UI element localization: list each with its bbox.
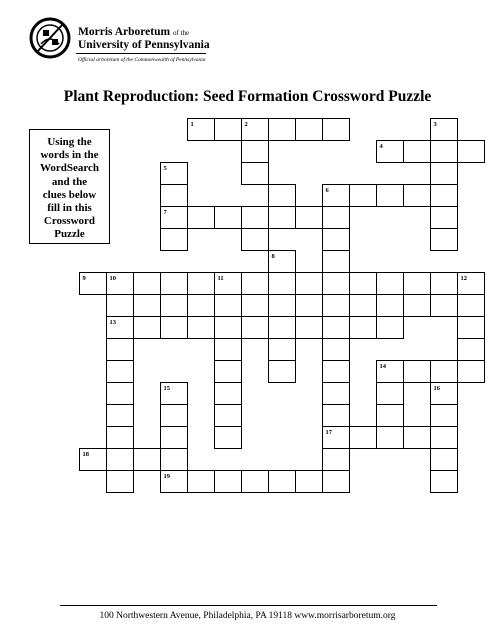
- crossword-cell[interactable]: [107, 471, 134, 493]
- crossword-cell[interactable]: [350, 273, 377, 295]
- crossword-cell[interactable]: [350, 295, 377, 317]
- crossword-cell[interactable]: [350, 317, 377, 339]
- footer-divider: [60, 605, 437, 606]
- clue-number: 13: [109, 319, 116, 326]
- crossword-cell[interactable]: [458, 141, 485, 163]
- instructions-line: and the: [51, 175, 88, 188]
- org-tagline: Official arboretum of the Commonwealth of Pennsylvania: [78, 57, 206, 63]
- crossword-cell[interactable]: [350, 185, 377, 207]
- crossword-cell[interactable]: [269, 207, 296, 229]
- crossword-cell[interactable]: [323, 361, 350, 383]
- footer-address: 100 Northwestern Avenue, Philadelphia, PA 19118 www.morrisarboretum.org: [99, 611, 396, 621]
- crossword-cell[interactable]: [431, 295, 458, 317]
- crossword-cell[interactable]: [296, 317, 323, 339]
- crossword-cell[interactable]: [404, 295, 431, 317]
- crossword-cell[interactable]: [431, 229, 458, 251]
- crossword-cell[interactable]: [404, 361, 431, 383]
- crossword-cell[interactable]: [161, 295, 188, 317]
- crossword-cell[interactable]: [134, 295, 161, 317]
- page-title: Plant Reproduction: Seed Formation Crossword Puzzle: [63, 88, 432, 105]
- crossword-cell[interactable]: [296, 273, 323, 295]
- crossword-cell[interactable]: [269, 317, 296, 339]
- crossword-cell[interactable]: [215, 383, 242, 405]
- crossword-cell[interactable]: [323, 471, 350, 493]
- crossword-cell[interactable]: [431, 471, 458, 493]
- crossword-cell[interactable]: [215, 295, 242, 317]
- crossword-cell[interactable]: [161, 229, 188, 251]
- crossword-cell[interactable]: [107, 405, 134, 427]
- crossword-cell[interactable]: [215, 339, 242, 361]
- crossword-cell[interactable]: [107, 339, 134, 361]
- crossword-cell[interactable]: [404, 141, 431, 163]
- crossword-cell[interactable]: [377, 185, 404, 207]
- clue-number: 1: [190, 121, 194, 128]
- crossword-cell[interactable]: [107, 361, 134, 383]
- crossword-cell[interactable]: [458, 295, 485, 317]
- crossword-cell[interactable]: [431, 427, 458, 449]
- crossword-cell[interactable]: [431, 405, 458, 427]
- crossword-cell[interactable]: [107, 427, 134, 449]
- crossword-cell[interactable]: [215, 317, 242, 339]
- clue-number: 16: [433, 385, 440, 392]
- clue-number: 3: [433, 121, 437, 128]
- crossword-cell[interactable]: [431, 141, 458, 163]
- clue-number: 15: [163, 385, 170, 392]
- crossword-cell[interactable]: [242, 163, 269, 185]
- crossword-cell[interactable]: [323, 383, 350, 405]
- crossword-cell[interactable]: [350, 427, 377, 449]
- crossword-cell[interactable]: [188, 207, 215, 229]
- crossword-cell[interactable]: [134, 449, 161, 471]
- crossword-cell[interactable]: [215, 207, 242, 229]
- crossword-cell[interactable]: [377, 273, 404, 295]
- crossword-cell[interactable]: [377, 317, 404, 339]
- clue-number: 5: [163, 165, 167, 172]
- crossword-cell[interactable]: [431, 273, 458, 295]
- crossword-cell[interactable]: [269, 119, 296, 141]
- crossword-cell[interactable]: [215, 471, 242, 493]
- org-name-line1: Morris Arboretum of the: [78, 26, 190, 38]
- crossword-cell[interactable]: [404, 427, 431, 449]
- crossword-cell[interactable]: [323, 229, 350, 251]
- clue-number: 7: [163, 209, 167, 216]
- clue-number: 9: [82, 275, 86, 282]
- crossword-cell[interactable]: [323, 405, 350, 427]
- crossword-cell[interactable]: [404, 273, 431, 295]
- clue-number: 6: [325, 187, 329, 194]
- instructions-line: Using the: [47, 136, 92, 148]
- crossword-cell[interactable]: [323, 317, 350, 339]
- crossword-cell[interactable]: [323, 449, 350, 471]
- crossword-cell[interactable]: [161, 405, 188, 427]
- crossword-cell[interactable]: [269, 361, 296, 383]
- crossword-cell[interactable]: [242, 141, 269, 163]
- crossword-cell[interactable]: [215, 405, 242, 427]
- crossword-cell[interactable]: [161, 273, 188, 295]
- crossword-cell[interactable]: [242, 317, 269, 339]
- crossword-cell[interactable]: [323, 273, 350, 295]
- crossword-cell[interactable]: [377, 383, 404, 405]
- crossword-cell[interactable]: [431, 185, 458, 207]
- crossword-cell[interactable]: [296, 295, 323, 317]
- crossword-cell[interactable]: [242, 295, 269, 317]
- crossword-cell[interactable]: [269, 185, 296, 207]
- crossword-cell[interactable]: [188, 471, 215, 493]
- crossword-cell[interactable]: [107, 449, 134, 471]
- clue-number: 19: [163, 473, 170, 480]
- clue-number: 11: [217, 275, 224, 282]
- crossword-cell[interactable]: [215, 361, 242, 383]
- crossword-cell[interactable]: [323, 251, 350, 273]
- crossword-cell[interactable]: [323, 119, 350, 141]
- clue-number: 4: [379, 143, 383, 150]
- crossword-cell[interactable]: [107, 295, 134, 317]
- crossword-cell[interactable]: [161, 185, 188, 207]
- crossword-cell[interactable]: [269, 471, 296, 493]
- instructions-line: WordSearch: [39, 162, 100, 175]
- crossword-cell[interactable]: [161, 427, 188, 449]
- clue-number: 18: [82, 451, 89, 458]
- crossword-cell[interactable]: [431, 361, 458, 383]
- crossword-cell[interactable]: [269, 273, 296, 295]
- crossword-cell[interactable]: [323, 339, 350, 361]
- crossword-cell[interactable]: [431, 163, 458, 185]
- crossword-cell[interactable]: [134, 317, 161, 339]
- crossword-cell[interactable]: [323, 295, 350, 317]
- crossword-cell[interactable]: [296, 471, 323, 493]
- clue-number: 2: [244, 121, 248, 128]
- crossword-cell[interactable]: [269, 339, 296, 361]
- crossword-cell[interactable]: [458, 317, 485, 339]
- crossword-cell[interactable]: [161, 317, 188, 339]
- crossword-cell[interactable]: [377, 405, 404, 427]
- crossword-cell[interactable]: [215, 427, 242, 449]
- crossword-cell[interactable]: [242, 273, 269, 295]
- crossword-cell[interactable]: [188, 317, 215, 339]
- crossword-cell[interactable]: [404, 185, 431, 207]
- crossword-cell[interactable]: [161, 449, 188, 471]
- crossword-cell[interactable]: [458, 361, 485, 383]
- instructions-line: Puzzle: [54, 228, 85, 241]
- crossword-cell[interactable]: [377, 427, 404, 449]
- crossword-cell[interactable]: [458, 339, 485, 361]
- crossword-cell[interactable]: [296, 119, 323, 141]
- clue-number: 8: [271, 253, 275, 260]
- crossword-cell[interactable]: [323, 207, 350, 229]
- org-name-line2: University of Pennsylvania: [78, 39, 210, 51]
- crossword-cell[interactable]: [242, 229, 269, 251]
- crossword-cell[interactable]: [215, 119, 242, 141]
- crossword-cell[interactable]: [242, 471, 269, 493]
- clue-number: 10: [109, 275, 116, 282]
- instructions-line: Crossword: [43, 215, 96, 228]
- crossword-cell[interactable]: [269, 295, 296, 317]
- clue-number: 12: [460, 275, 467, 282]
- instructions-line: words in the: [40, 149, 99, 162]
- crossword-cell[interactable]: [242, 207, 269, 229]
- crossword-cell[interactable]: [107, 383, 134, 405]
- crossword-cell[interactable]: [431, 207, 458, 229]
- crossword-cell[interactable]: [431, 449, 458, 471]
- clue-number: 17: [325, 429, 332, 436]
- instructions-line: fill in this: [47, 202, 92, 215]
- clue-number: 14: [379, 363, 386, 370]
- crossword-cell[interactable]: [188, 295, 215, 317]
- crossword-cell[interactable]: [134, 273, 161, 295]
- crossword-cell[interactable]: [377, 295, 404, 317]
- crossword-cell[interactable]: [188, 273, 215, 295]
- instructions-line: clues below: [42, 188, 97, 201]
- crossword-cell[interactable]: [296, 207, 323, 229]
